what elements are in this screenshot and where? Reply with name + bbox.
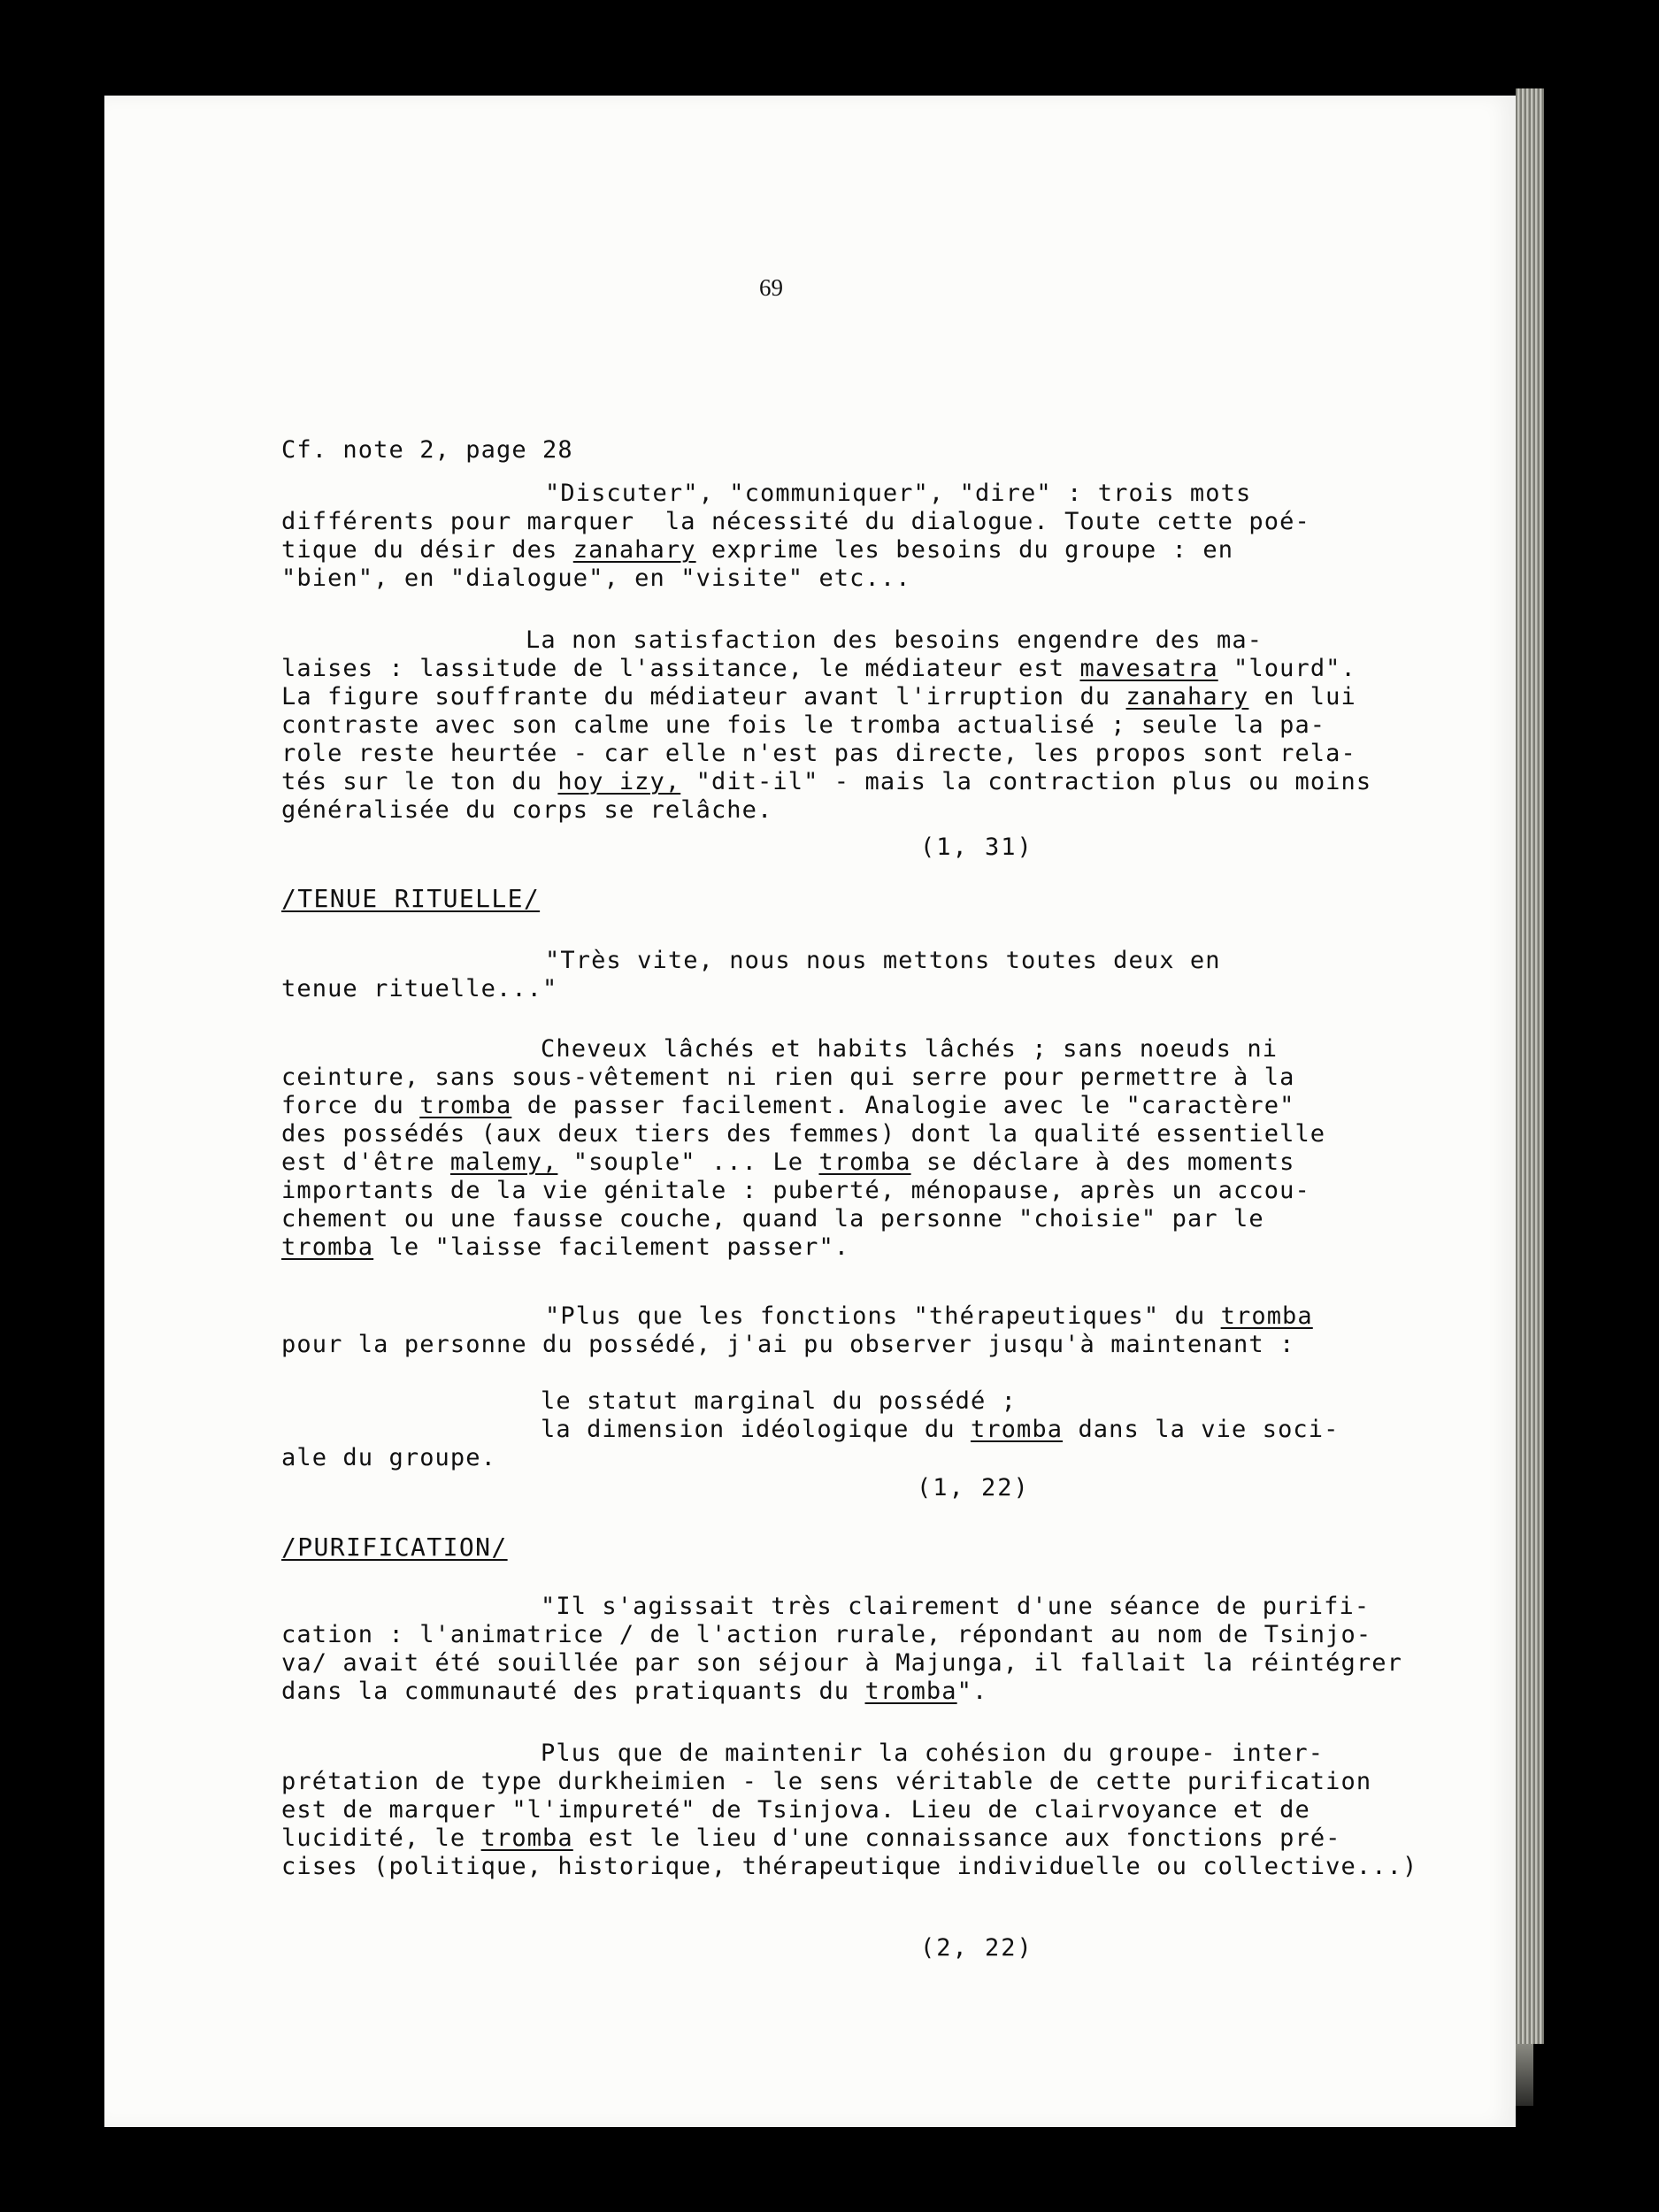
p1-line4: "bien", en "dialogue", en "visite" etc... — [281, 565, 911, 592]
term-hoy-izy: hoy izy, — [557, 768, 681, 795]
term-tromba: tromba — [281, 1233, 374, 1261]
page-stack-edge — [1516, 88, 1544, 2044]
page-number: 69 — [759, 274, 783, 301]
term-tromba: tromba — [970, 1416, 1064, 1443]
p5-line2: pour la personne du possédé, j'ai pu observer jusqu'à maintenant : — [281, 1331, 1295, 1358]
p7-line2: prétation de type durkheimien - le sens véritable de cette purification — [281, 1768, 1372, 1795]
p2-line7: généralisée du corps se relâche. — [281, 796, 773, 824]
p2-line5: role reste heurtée - car elle n'est pas directe, les propos sont rela- — [281, 740, 1356, 767]
p3-line2: tenue rituelle..." — [281, 975, 558, 1002]
term-tromba: tromba — [480, 1824, 573, 1852]
term-tromba: tromba — [818, 1148, 911, 1176]
p7-line3: est de marquer "l'impureté" de Tsinjova. Lieu de clairvoyance et de — [281, 1796, 1310, 1824]
p5-line4: la dimension idéologique du tromba dans la vie soci- — [541, 1416, 1340, 1443]
p4-line3: force du tromba de passer facilement. Analogie avec le "caractère" — [281, 1092, 1295, 1119]
p4-line6: importants de la vie génitale : puberté, ménopause, après un accou- — [281, 1177, 1310, 1204]
p2-line6: tés sur le ton du hoy izy, "dit-il" - mais la contraction plus ou moins — [281, 768, 1372, 795]
citation-ref: (1, 31) — [920, 833, 1033, 861]
term-tromba: tromba — [419, 1092, 512, 1119]
p5-line1: "Plus que les fonctions "thérapeutiques" du tromba — [545, 1302, 1313, 1330]
p7-line4: lucidité, le tromba est le lieu d'une connaissance aux fonctions pré- — [281, 1824, 1341, 1852]
p5-line5: ale du groupe. — [281, 1444, 496, 1471]
page-stack-corner — [1516, 2044, 1533, 2106]
p7-line1: Plus que de maintenir la cohésion du groupe- inter- — [541, 1740, 1325, 1767]
term-tromba: tromba — [864, 1678, 957, 1705]
p5-line3: le statut marginal du possédé ; — [541, 1387, 1018, 1415]
term-malemy: malemy, — [449, 1148, 558, 1176]
p3-line1: "Très vite, nous nous mettons toutes deux en — [545, 947, 1221, 974]
p4-line1: Cheveux lâchés et habits lâchés ; sans noeuds ni — [541, 1035, 1279, 1063]
p6-line2: cation : l'animatrice / de l'action rurale, répondant au nom de Tsinjo- — [281, 1621, 1372, 1648]
p6-line4: dans la communauté des pratiquants du tromba". — [281, 1678, 988, 1705]
term-zanahary: zanahary — [572, 536, 696, 564]
p2-line1: La non satisfaction des besoins engendre des ma- — [526, 626, 1263, 654]
citation-ref: (1, 22) — [917, 1474, 1030, 1502]
p4-line5: est d'être malemy, "souple" ... Le tromba se déclare à des moments — [281, 1148, 1295, 1176]
term-mavesatra: mavesatra — [1079, 655, 1218, 682]
p1-line3: tique du désir des zanahary exprime les besoins du groupe : en — [281, 536, 1234, 564]
p2-line2: laises : lassitude de l'assitance, le médiateur est mavesatra "lourd". — [281, 655, 1356, 682]
p1-line1: "Discuter", "communiquer", "dire" : trois mots — [545, 480, 1252, 507]
p1-line2: différents pour marquer la nécessité du dialogue. Toute cette poé- — [281, 508, 1310, 535]
term-tromba: tromba — [1220, 1302, 1313, 1330]
section-heading-purification: /PURIFICATION/ — [281, 1532, 508, 1562]
term-zanahary: zanahary — [1125, 683, 1249, 710]
note-reference: Cf. note 2, page 28 — [281, 436, 573, 464]
p4-line4: des possédés (aux deux tiers des femmes) dont la qualité essentielle — [281, 1120, 1326, 1148]
p6-line3: va/ avait été souillée par son séjour à Majunga, il fallait la réintégrer — [281, 1649, 1402, 1677]
citation-ref: (2, 22) — [920, 1934, 1033, 1962]
p4-line7: chement ou une fausse couche, quand la personne "choisie" par le — [281, 1205, 1264, 1233]
section-heading-tenue-rituelle: /TENUE RITUELLE/ — [281, 884, 541, 913]
p4-line2: ceinture, sans sous-vêtement ni rien qui serre pour permettre à la — [281, 1064, 1295, 1091]
p6-line1: "Il s'agissait très clairement d'une séance de purifi- — [541, 1593, 1371, 1620]
p2-line4: contraste avec son calme une fois le tromba actualisé ; seule la pa- — [281, 711, 1326, 739]
p7-line5: cises (politique, historique, thérapeutique individuelle ou collective...) — [281, 1853, 1418, 1880]
p2-line3: La figure souffrante du médiateur avant l'irruption du zanahary en lui — [281, 683, 1356, 710]
p4-line8: tromba le "laisse facilement passer". — [281, 1233, 850, 1261]
